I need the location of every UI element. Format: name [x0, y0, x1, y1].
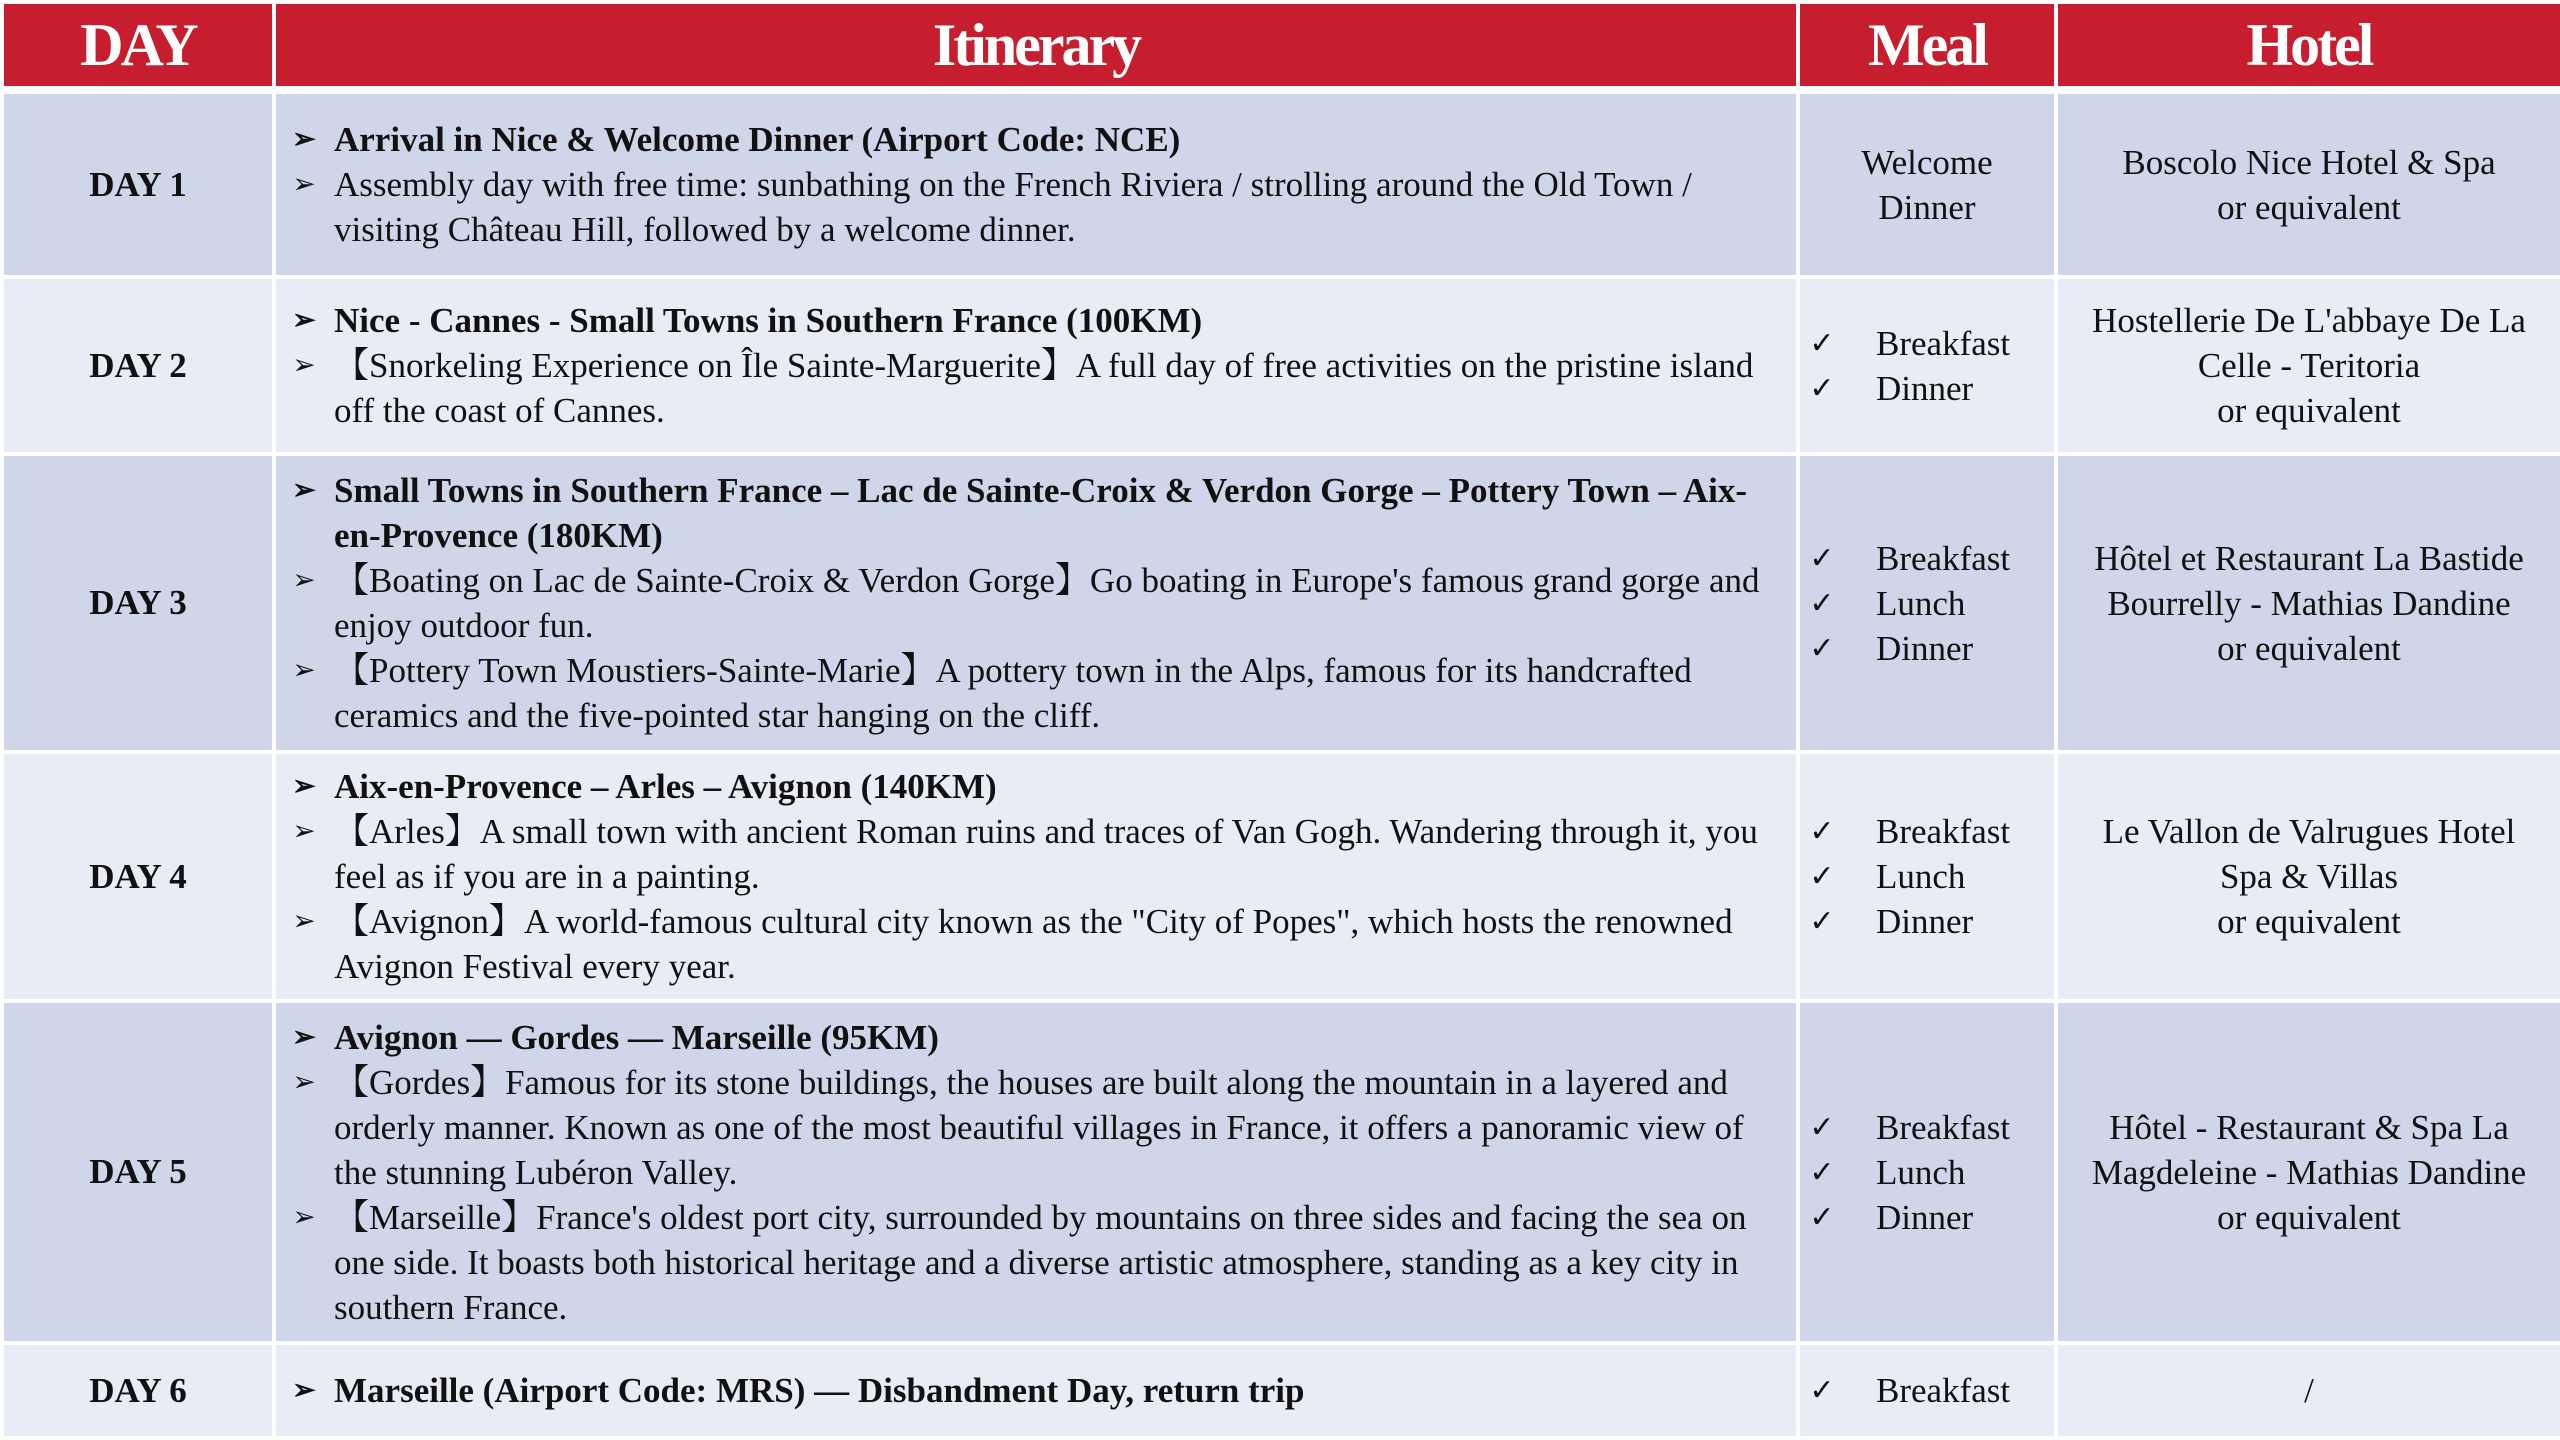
itinerary-text: 【Marseille】France's oldest port city, surrounded by mountains on three sides and facing the sea on one side. It boasts both historical heritage and a diverse artistic atmosphere, standing as a key city in southern France.: [334, 1197, 1747, 1327]
check-icon: ✓: [1809, 631, 1835, 665]
header-meal: Meal: [1798, 2, 2056, 90]
itinerary-text: 【Snorkeling Experience on Île Sainte-Marguerite】A full day of free activities on the pristine island off the coast of Cannes.: [334, 346, 1754, 431]
hotel-text: Magdeleine - Mathias Dandine: [2091, 1152, 2527, 1192]
check-icon: ✓: [1809, 586, 1835, 620]
list-item: [276, 162, 1790, 252]
hotel-cell: [2056, 752, 2560, 1001]
itinerary-text: 【Pottery Town Moustiers-Sainte-Marie】A pottery town in the Alps, famous for its handcrafted ceramics and the five-pointed star hanging on the cliff.: [334, 651, 1692, 736]
meal-text: Lunch: [1876, 857, 1966, 897]
arrowhead-bullet-icon: ➢: [292, 169, 316, 201]
hotel-text: Spa & Villas: [2219, 857, 2399, 897]
meal-text: Lunch: [1876, 583, 1966, 623]
list-item: [276, 558, 1790, 648]
meal-cell: [1798, 277, 2056, 454]
list-item: [276, 1195, 1790, 1330]
meal-item: [1800, 899, 2054, 944]
header-hotel: Hotel: [2056, 2, 2560, 90]
meal-text: Welcome: [1861, 142, 1993, 182]
arrowhead-bullet-icon: ➢: [292, 475, 316, 507]
itinerary-cell: [274, 1343, 1798, 1438]
meal-text: Breakfast: [1876, 812, 2011, 852]
itinerary-cell: [274, 454, 1798, 752]
arrowhead-bullet-icon: ➢: [292, 350, 316, 382]
list-item: [276, 648, 1790, 738]
itinerary-text: 【Avignon】A world-famous cultural city known as the "City of Popes", which hosts the renowned Avignon Festival every year.: [334, 902, 1733, 987]
table-row: [2, 1001, 2560, 1343]
list-item: [276, 1015, 1790, 1060]
itinerary-cell: [274, 277, 1798, 454]
hotel-text: Celle - Teritoria: [2197, 346, 2421, 386]
hotel-cell: [2056, 277, 2560, 454]
list-item: [276, 343, 1790, 433]
meal-text: Breakfast: [1876, 323, 2011, 363]
meal-cell: [1798, 752, 2056, 1001]
table-row: [2, 752, 2560, 1001]
itinerary-text: Assembly day with free time: sunbathing on the French Riviera / strolling around the Old Town / visiting Château Hill, followed by a welcome dinner.: [334, 165, 1692, 250]
hotel-text: or equivalent: [2217, 902, 2401, 942]
meal-item: [1800, 626, 2054, 671]
itinerary-cell: [274, 1001, 1798, 1343]
day-cell: DAY 5: [2, 1001, 274, 1343]
arrowhead-bullet-icon: ➢: [292, 1201, 316, 1233]
table-row: [2, 454, 2560, 752]
meal-text: Dinner: [1876, 368, 1974, 408]
hotel-text: Hostellerie De L'abbaye De La: [2092, 301, 2526, 341]
hotel-text: Hôtel et Restaurant La Bastide: [2094, 538, 2524, 578]
check-icon: ✓: [1809, 815, 1835, 849]
list-item: [276, 468, 1790, 558]
check-icon: ✓: [1809, 371, 1835, 405]
hotel-text: Bourrelly - Mathias Dandine: [2107, 583, 2511, 623]
itinerary-text: Nice - Cannes - Small Towns in Southern France (100KM): [334, 301, 1203, 341]
itinerary-text: Avignon — Gordes — Marseille (95KM): [334, 1017, 939, 1057]
hotel-text: Le Vallon de Valrugues Hotel: [2102, 812, 2516, 852]
arrowhead-bullet-icon: ➢: [292, 1021, 316, 1053]
meal-cell: [1798, 90, 2056, 277]
itinerary-text: Aix-en-Provence – Arles – Avignon (140KM): [334, 767, 997, 807]
hotel-cell: [2056, 90, 2560, 277]
table-row: [2, 1343, 2560, 1438]
meal-item: [1800, 321, 2054, 366]
list-item: [276, 1368, 1790, 1413]
meal-text: Lunch: [1876, 1152, 1966, 1192]
arrowhead-bullet-icon: ➢: [292, 1375, 316, 1407]
list-item: [276, 764, 1790, 809]
meal-text: Breakfast: [1876, 1107, 2011, 1147]
day-cell: DAY 6: [2, 1343, 274, 1438]
meal-item: [1800, 809, 2054, 854]
meal-item: [1800, 581, 2054, 626]
list-item: [276, 1060, 1790, 1195]
table-row: [2, 90, 2560, 277]
check-icon: ✓: [1809, 541, 1835, 575]
check-icon: ✓: [1809, 860, 1835, 894]
meal-text: Breakfast: [1876, 538, 2011, 578]
hotel-cell: [2056, 1343, 2560, 1438]
itinerary-text: 【Arles】A small town with ancient Roman ruins and traces of Van Gogh. Wandering through it, you feel as if you are in a painting.: [334, 812, 1758, 897]
table-header: [2, 2, 2560, 90]
check-icon: ✓: [1809, 905, 1835, 939]
itinerary-text: Small Towns in Southern France – Lac de Sainte-Croix & Verdon Gorge – Pottery Town – Aix-en-Provence (180KM): [334, 471, 1748, 556]
hotel-cell: [2056, 454, 2560, 752]
meal-item: [1800, 1368, 2054, 1413]
hotel-text: Boscolo Nice Hotel & Spa: [2122, 142, 2496, 182]
check-icon: ✓: [1809, 1155, 1835, 1189]
day-cell: DAY 3: [2, 454, 274, 752]
meal-item: [1800, 1150, 2054, 1195]
check-icon: ✓: [1809, 1110, 1835, 1144]
arrowhead-bullet-icon: ➢: [292, 1066, 316, 1098]
hotel-text: or equivalent: [2217, 1197, 2401, 1237]
meal-text: Dinner: [1876, 1197, 1974, 1237]
arrowhead-bullet-icon: ➢: [292, 305, 316, 337]
itinerary-text: 【Boating on Lac de Sainte-Croix & Verdon Gorge】Go boating in Europe's famous grand gorge and enjoy outdoor fun.: [334, 561, 1760, 646]
day-cell: DAY 2: [2, 277, 274, 454]
check-icon: ✓: [1809, 1374, 1835, 1408]
meal-cell: [1798, 1001, 2056, 1343]
day-cell: DAY 1: [2, 90, 274, 277]
list-item: [276, 899, 1790, 989]
arrowhead-bullet-icon: ➢: [292, 906, 316, 938]
arrowhead-bullet-icon: ➢: [292, 655, 316, 687]
arrowhead-bullet-icon: ➢: [292, 771, 316, 803]
itinerary-text: 【Gordes】Famous for its stone buildings, the houses are built along the mountain in a layered and orderly manner. Known as one of the most beautiful villages in France, it offers a panoramic view of the stunning Lubéron Valley.: [334, 1062, 1744, 1192]
check-icon: ✓: [1809, 1200, 1835, 1234]
meal-item: [1800, 854, 2054, 899]
hotel-cell: [2056, 1001, 2560, 1343]
arrowhead-bullet-icon: ➢: [292, 816, 316, 848]
meal-item: [1800, 1195, 2054, 1240]
meal-text: Dinner: [1878, 187, 1976, 227]
hotel-text: or equivalent: [2217, 628, 2401, 668]
meal-item: [1800, 1105, 2054, 1150]
itinerary-cell: [274, 752, 1798, 1001]
hotel-text: or equivalent: [2217, 391, 2401, 431]
itinerary-text: Arrival in Nice & Welcome Dinner (Airport Code: NCE): [334, 120, 1181, 160]
meal-text: Dinner: [1876, 628, 1974, 668]
meal-text: Breakfast: [1876, 1371, 2011, 1411]
list-item: [276, 298, 1790, 343]
day-cell: DAY 4: [2, 752, 274, 1001]
itinerary-cell: [274, 90, 1798, 277]
hotel-text: /: [2304, 1371, 2314, 1411]
meal-cell: [1798, 1343, 2056, 1438]
hotel-text: Hôtel - Restaurant & Spa La: [2109, 1107, 2509, 1147]
check-icon: ✓: [1809, 326, 1835, 360]
itinerary-text: Marseille (Airport Code: MRS) — Disbandment Day, return trip: [334, 1371, 1305, 1411]
meal-item: [1800, 536, 2054, 581]
meal-text: Dinner: [1876, 902, 1974, 942]
header-itinerary: Itinerary: [274, 2, 1798, 90]
list-item: [276, 809, 1790, 899]
meal-item: [1800, 366, 2054, 411]
header-day: DAY: [2, 2, 274, 90]
table-row: [2, 277, 2560, 454]
arrowhead-bullet-icon: ➢: [292, 565, 316, 597]
list-item: [276, 117, 1790, 162]
arrowhead-bullet-icon: ➢: [292, 124, 316, 156]
hotel-text: or equivalent: [2217, 187, 2401, 227]
meal-cell: [1798, 454, 2056, 752]
